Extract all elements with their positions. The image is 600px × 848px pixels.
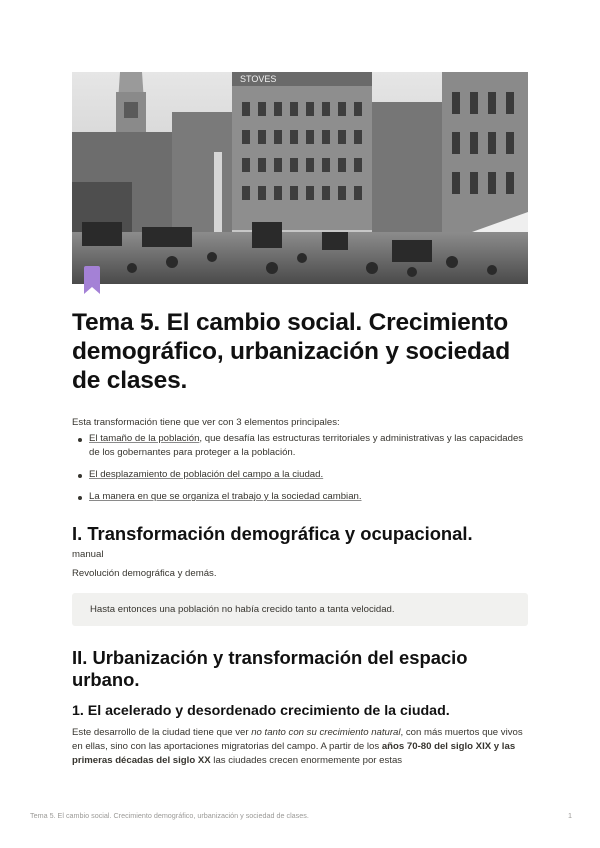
section-heading: II. Urbanización y transformación del espacio urbano. bbox=[72, 647, 468, 690]
body-paragraph bbox=[72, 726, 528, 768]
bullet-list bbox=[72, 432, 528, 512]
list-item-link[interactable]: El tamaño de la población bbox=[89, 433, 200, 444]
bookmark-icon bbox=[84, 266, 100, 294]
section-heading: I. Transformación demográfica y ocupacional. bbox=[72, 523, 473, 544]
text-run: Este desarrollo de la ciudad tiene que ver bbox=[72, 727, 252, 738]
callout-text: Hasta entonces una población no había crecido tanto a tanta velocidad. bbox=[90, 604, 395, 615]
text-run: , con más muertos que vivos en ellas, sino con las aportaciones migratorias del campo. A partir de los bbox=[72, 727, 523, 752]
page-title: Tema 5. El cambio social. Crecimiento demográfico, urbanización y sociedad de clases. bbox=[72, 309, 510, 394]
list-item bbox=[72, 432, 528, 460]
italic-text: no tanto con su crecimiento natural bbox=[251, 727, 401, 738]
list-item bbox=[72, 468, 528, 482]
list-item-text: , que desafía las estructuras territoriales y administrativas y las capacidades de los gobernantes para proteger a la población. bbox=[89, 433, 524, 458]
page-number: 1 bbox=[568, 811, 572, 820]
paragraph: Revolución demográfica y demás. bbox=[72, 568, 217, 579]
subsection-heading: 1. El acelerado y desordenado crecimiento de la ciudad. bbox=[72, 703, 450, 719]
text-run: las ciudades crecen enormemente por estas bbox=[210, 755, 403, 766]
cover-sign: STOVES bbox=[240, 74, 277, 84]
bold-text: años 70-80 del siglo XIX y las primeras décadas del siglo XX bbox=[72, 741, 516, 766]
list-item bbox=[72, 490, 528, 504]
intro-paragraph: Esta transformación tiene que ver con 3 elementos principales: bbox=[72, 417, 340, 428]
street-scene-illustration bbox=[72, 72, 528, 284]
callout-box bbox=[72, 593, 528, 626]
footer-title: Tema 5. El cambio social. Crecimiento demográfico, urbanización y sociedad de clases. bbox=[30, 811, 309, 820]
list-item-link[interactable]: La manera en que se organiza el trabajo y la sociedad cambian. bbox=[89, 491, 362, 502]
cover-image bbox=[72, 72, 528, 284]
list-item-link[interactable]: El desplazamiento de población del campo a la ciudad. bbox=[89, 469, 324, 480]
paragraph: manual bbox=[72, 549, 104, 560]
